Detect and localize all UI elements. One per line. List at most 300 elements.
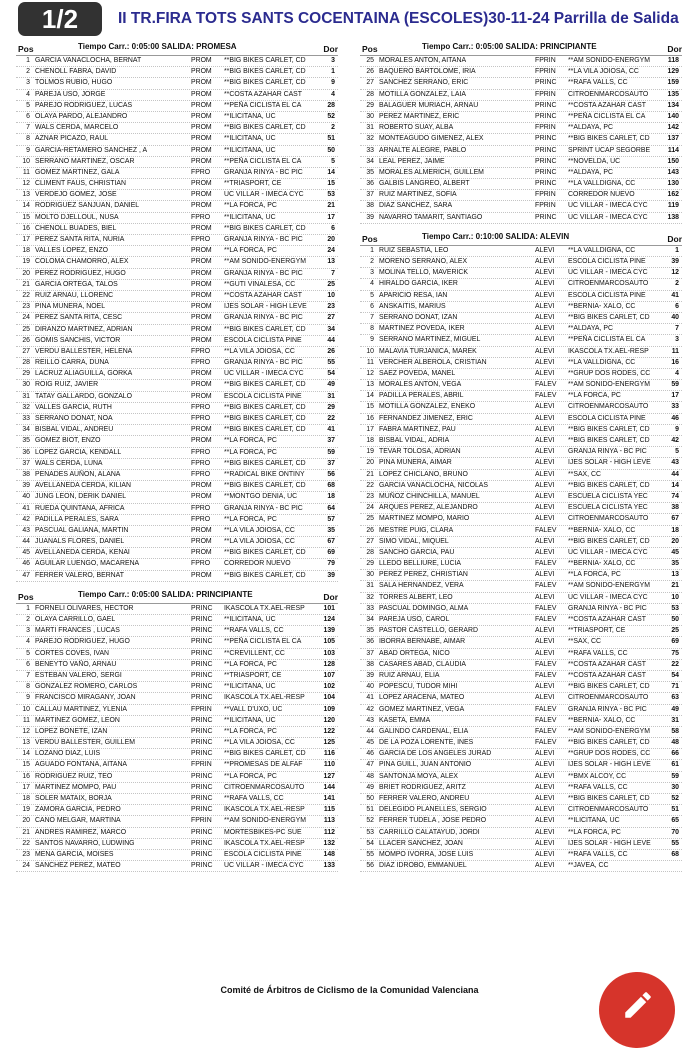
team: **TRIASPORT, CE [224,671,282,679]
group-header [16,589,338,603]
dorsal: 43 [671,459,679,467]
category: PRINC [191,750,213,758]
table-row [360,660,682,671]
rider-name: KASETA, EMMA [379,716,431,724]
start-group [360,41,682,224]
grid-position: 56 [366,862,374,870]
team: **TRIASPORT, CE [224,180,282,188]
grid-position: 45 [366,739,374,747]
dorsal: 22 [671,660,679,668]
grid-position: 30 [22,381,30,389]
table-row [360,56,682,67]
dorsal: 119 [667,202,679,210]
team: **PEÑA CICLISTA EL CA [224,101,302,109]
grid-position: 29 [22,370,30,378]
table-row [16,515,338,526]
grid-position: 54 [366,839,374,847]
grid-position: 24 [22,862,30,870]
dorsal-column-label: Dor [323,44,338,54]
category: PROM [191,112,212,120]
table-row [16,112,338,123]
category: PROM [191,68,212,76]
grid-position: 34 [366,616,374,623]
dorsal: 38 [671,504,679,512]
category: PRINC [191,772,213,780]
table-row [360,514,682,525]
team: UC VILLAR - IMECA CYC [568,213,648,221]
rider-name: VERCHER ALBEROLA, CRISTIAN [379,358,487,366]
table-row [16,693,338,704]
category: PRINC [191,716,213,724]
dorsal: 7 [675,325,679,333]
category: FPRIN [191,817,212,825]
team: GRANJA RINYA - BC PIC [224,269,303,277]
grid-position: 8 [26,135,30,143]
dorsal: 24 [327,247,335,255]
category: FALEV [535,392,557,400]
grid-position: 36 [366,180,374,188]
dorsal: 13 [671,571,679,579]
rider-name: RUEDA QUINTANA, AFRICA [35,504,125,512]
rider-name: LEAL PEREZ, JAIME [379,157,445,165]
table-row [360,369,682,380]
table-row [360,78,682,89]
team: IJES SOLAR - HIGH LEVE [568,761,651,769]
table-row [16,414,338,425]
dorsal: 39 [327,571,335,579]
team: **COSTA AZAHAR CAST [568,101,646,109]
category: FALEV [535,582,557,590]
table-row [360,458,682,469]
rider-name: VERDU BALLESTER, GUILLEM [35,739,135,747]
table-row [360,157,682,168]
dorsal: 68 [327,482,335,490]
category: PROM [191,79,212,87]
dorsal: 138 [667,213,679,221]
grid-position: 30 [366,112,374,120]
category: FPRO [191,459,211,467]
dorsal: 65 [671,817,679,825]
rider-name: VERDU BALLESTER, HELENA [35,347,133,355]
rider-name: TEVAR TOLOSA, ADRIAN [379,448,461,456]
table-row [16,504,338,515]
dorsal-column-label: Dor [667,44,682,54]
dorsal: 51 [671,806,679,814]
rider-name: TOLMOS RUBIO, HUGO [35,79,113,87]
dorsal: 75 [671,649,679,657]
rider-name: CORTES COVES, IVAN [35,649,110,657]
team: **AM SONIDO-ENERGYM [224,817,306,825]
category: ALEVI [535,459,555,467]
dorsal: 54 [327,370,335,378]
rider-name: PASTOR CASTELLO, GERARD [379,627,478,635]
grid-position: 36 [366,638,374,646]
category: FPRIN [535,124,556,132]
category: PRINC [191,727,213,735]
dorsal: 6 [331,224,335,232]
dorsal: 67 [327,538,335,546]
category: PROM [191,437,212,445]
table-row [360,626,682,637]
table-row [16,571,338,582]
rider-name: SERRANO DONAT, NOA [35,415,113,422]
table-row [360,436,682,447]
category: FPRO [191,448,211,456]
rider-name: RUIZ SEBASTIA, LEO [379,246,449,254]
team: **BIG BIKES CARLET, CD [224,750,306,758]
team: **AM SONIDO-ENERGYM [568,57,650,64]
table-row [360,503,682,514]
dorsal: 141 [323,795,335,802]
dorsal: 133 [323,862,335,870]
grid-position: 25 [22,325,30,333]
rider-name: GALBIS LANGREO, ALBERT [379,180,470,188]
grid-position: 5 [26,101,30,109]
dorsal: 12 [671,269,679,277]
rider-name: PADILLA PERALES, SARA [35,515,119,523]
category: FPRO [191,347,211,355]
group-start-info: Tiempo Carr.: 0:10:00 SALIDA: ALEVIN [422,231,570,241]
category: ALEVI [535,850,555,858]
team: **BIG BIKES CARLET, CD [224,224,306,232]
rider-name: SANCHO GARCIA, PAU [379,548,455,556]
grid-position: 41 [22,504,30,512]
team: IKASCOLA TX.AEL-RESP [224,604,305,612]
pos-column-label: Pos [362,44,378,54]
category: PRINC [191,783,213,791]
dorsal: 101 [323,604,335,612]
grid-position: 39 [22,482,30,490]
table-row [16,403,338,414]
category: ALEVI [535,414,555,422]
table-row [16,738,338,749]
category: FALEV [535,671,557,679]
category: ALEVI [535,481,555,489]
grid-position: 7 [370,313,374,321]
dorsal: 144 [323,783,335,791]
team: IKASCOLA TX.AEL-RESP [224,806,305,814]
rider-name: LOPEZ BONETE, IZAN [35,727,108,735]
grid-position: 26 [366,526,374,534]
category: PRINC [535,112,557,120]
rider-name: AGUILAR LUENGO, MACARENA [35,560,140,568]
rider-name: PADILLA PERALES, ABRIL [379,392,464,400]
category: ALEVI [535,504,555,512]
grid-position: 5 [370,291,374,299]
dorsal: 68 [671,850,679,858]
rider-name: LOPEZ CHICLANO, BRUNO [379,470,468,478]
grid-position: 16 [22,224,30,232]
rider-name: PAREJA USO, CAROL [379,616,450,623]
rider-name: PEREZ RODRIGUEZ, HUGO [35,269,126,277]
dorsal: 56 [327,470,335,478]
grid-position: 37 [366,191,374,199]
table-row [16,425,338,436]
dorsal: 139 [323,627,335,635]
grid-position: 32 [366,135,374,143]
dorsal: 5 [675,448,679,456]
team: CITROENMARCOSAUTO [568,280,649,288]
category: FPRIN [191,705,212,713]
team: UC VILLAR - IMECA CYC [224,370,304,378]
dorsal: 55 [671,839,679,847]
category: FPRO [191,504,211,512]
rider-name: MORALES ANTON, AITANA [379,57,467,64]
rider-name: MORALES ALMERICH, GUILLEM [379,168,484,176]
dorsal: 48 [671,739,679,747]
rider-name: ROIG RUIZ, JAVIER [35,381,99,389]
dorsal: 21 [671,582,679,590]
table-row [16,783,338,794]
category: PRINC [191,616,213,623]
category: ALEVI [535,817,555,825]
grid-position: 20 [22,269,30,277]
category: FPRO [191,470,211,478]
grid-position: 25 [366,57,374,64]
rider-name: SERRANO MARTINEZ, OSCAR [35,157,135,165]
rider-name: LLEDO BELLIURE, LUCIA [379,560,461,568]
grid-position: 41 [366,694,374,702]
team: **COSTA AZAHAR CAST [568,616,646,623]
team: **BIG BIKES CARLET, CD [224,459,306,467]
category: PROM [191,146,212,154]
table-row [16,559,338,570]
dorsal: 21 [327,202,335,210]
dorsal: 44 [327,336,335,344]
rider-name: MARTINEZ GOMEZ, LEON [35,716,120,724]
table-row [360,134,682,145]
rider-name: CHENOLL FABRA, DAVID [35,68,117,76]
category: PROM [191,224,212,232]
category: ALEVI [535,448,555,456]
pos-column-label: Pos [18,591,34,602]
dorsal: 125 [323,739,335,747]
category: ALEVI [535,806,555,814]
grid-position: 44 [22,538,30,546]
category: PROM [191,303,212,311]
grid-position: 22 [22,291,30,299]
team: **BERNIA- XALO, CC [568,526,636,534]
rider-name: ARQUES PEREZ, ALEJANDRO [379,504,478,512]
dorsal: 52 [327,112,335,120]
rider-name: PEREZ SANTA RITA, NURIA [35,236,125,243]
dorsal: 14 [327,168,335,176]
table-row [360,615,682,626]
rider-name: IBORRA BERNABE, AIMAR [379,638,466,646]
grid-position: 55 [366,850,374,858]
dorsal: 39 [671,258,679,265]
grid-position: 2 [26,68,30,76]
table-row [360,470,682,481]
table-row [360,112,682,123]
rider-name: AGUADO FONTANA, AITANA [35,761,128,769]
dorsal: 20 [671,537,679,545]
group-start-info: Tiempo Carr.: 0:05:00 SALIDA: PRINCIPIANTE [78,589,253,599]
table-row [360,168,682,179]
table-row [16,313,338,324]
dorsal: 69 [327,549,335,557]
category: ALEVI [535,403,555,411]
category: PRINC [535,101,557,109]
rider-name: MOMPO IVORRA, JOSE LUIS [379,850,474,858]
dorsal: 118 [667,57,679,64]
grid-position: 22 [366,481,374,489]
rider-name: CASARES ABAD, CLAUDIA [379,660,466,668]
dorsal: 150 [667,157,679,165]
category: FPRIN [535,202,556,210]
category: ALEVI [535,683,555,691]
dorsal: 135 [667,90,679,98]
table-row [360,291,682,302]
dorsal: 4 [675,369,679,377]
table-row [360,861,682,872]
dorsal: 13 [327,258,335,266]
grid-position: 44 [366,727,374,735]
group-start-info: Tiempo Carr.: 0:05:00 SALIDA: PRINCIPIANTE [422,42,597,51]
team: **ALDAYA, PC [568,168,613,176]
rider-name: GOMIS SANCHIS, VICTOR [35,336,121,344]
team: IKASCOLA TX.AEL-RESP [224,694,305,702]
category: ALEVI [535,313,555,321]
grid-position: 10 [22,705,30,713]
dorsal: 6 [675,302,679,310]
team: **ALDAYA, PC [568,325,613,333]
table-row [16,291,338,302]
team: **ILICITANA, UC [224,213,276,221]
grid-position: 29 [366,101,374,109]
team: **BIG BIKES CARLET, CD [568,437,650,444]
team: **JAVEA, CC [568,862,609,870]
dorsal: 130 [667,180,679,188]
team: **GRUP DOS RODES, CC [568,750,651,758]
grid-position: 6 [26,112,30,120]
dorsal: 17 [327,213,335,221]
grid-position: 34 [22,426,30,434]
dorsal: 1 [331,68,335,76]
rider-name: SANTONJA MOYA, ALEX [379,772,459,780]
category: ALEVI [535,638,555,646]
team: **LA VALLDIGNA, CC [568,358,636,366]
dorsal: 148 [323,850,335,858]
team: **RADICAL BIKE ONTINY [224,470,305,478]
rider-name: ABAD ORTEGA, NICO [379,649,450,657]
dorsal: 25 [327,280,335,288]
team: **PEÑA CICLISTA EL CA [224,638,302,646]
category: PROM [191,426,212,434]
team: CITROENMARCOSAUTO [568,694,649,702]
grid-position: 23 [22,303,30,311]
team: **ILICITANA, UC [224,146,276,154]
rider-name: BENEYTO VAÑO, ARNAU [35,660,117,668]
team: **CREVILLENT, CC [224,649,285,657]
rider-name: GARCIA VANACLOCHA, BERNAT [35,57,142,64]
category: PROM [191,526,212,534]
table-row [360,391,682,402]
grid-position: 40 [366,683,374,691]
team: **COSTA AZAHAR CAST [568,660,646,668]
table-row [16,626,338,637]
team: **AM SONIDO-ENERGYM [568,727,650,735]
dorsal: 109 [323,705,335,713]
category: ALEVI [535,571,555,579]
table-row [16,772,338,783]
category: PROM [191,325,212,333]
category: PROM [191,90,212,98]
rider-name: APARICIO RESA, IAN [379,291,448,299]
dorsal: 70 [671,828,679,836]
category: PRINC [191,604,213,612]
team: MORTESBIKES-PC SUE [224,828,302,836]
table-row [16,280,338,291]
start-group [16,41,338,582]
grid-position: 27 [22,347,30,355]
dorsal: 140 [667,112,679,120]
team: CITROENMARCOSAUTO [224,783,305,791]
dorsal: 31 [671,716,679,724]
team: **LA FORCA, PC [224,437,277,445]
category: PRINC [535,135,557,143]
team: **COSTA AZAHAR CAST [224,90,302,98]
grid-position: 3 [26,79,30,87]
table-row [360,335,682,346]
dorsal: 4 [331,90,335,98]
dorsal: 142 [667,124,679,132]
dorsal: 61 [671,761,679,769]
team: **BIG BIKES CARLET, CD [224,381,306,389]
rider-name: GOMEZ MARTINEZ, GALA [35,168,120,176]
grid-position: 9 [26,146,30,154]
table-row [360,190,682,201]
rider-name: PEREZ PEREZ, CHRISTIAN [379,571,468,579]
dorsal: 120 [323,716,335,724]
table-row [16,459,338,470]
category: PRINC [191,739,213,747]
grid-position: 17 [22,236,30,243]
team: **RAFA VALLS, CC [224,795,284,802]
table-row [360,101,682,112]
table-row [360,570,682,581]
team: **ILICITANA, UC [224,716,276,724]
table-row [16,448,338,459]
category: ALEVI [535,839,555,847]
dorsal: 25 [671,627,679,635]
rider-name: MARTI FRANCES , LUCAS [35,627,120,635]
table-row [16,548,338,559]
grid-position: 1 [26,57,30,64]
category: FPRIN [535,57,556,64]
dorsal: 59 [671,381,679,389]
dorsal: 49 [327,381,335,389]
grid-position: 15 [22,761,30,769]
dorsal: 132 [323,839,335,847]
table-row [360,581,682,592]
category: ALEVI [535,828,555,836]
rider-name: GARCIA DE LOS ANGELES JURAD [379,750,492,758]
team: ESCOLA CICLISTA PINE [224,392,302,400]
category: FPRO [191,359,211,367]
grid-position: 19 [22,806,30,814]
team: **VALL D'UXO, UC [224,705,283,713]
team: CITROENMARCOSAUTO [568,515,649,523]
grid-position: 9 [26,694,30,702]
grid-position: 12 [22,180,30,188]
table-row [16,347,338,358]
edit-button[interactable] [599,972,675,1048]
rider-name: FERRER VALERO, ANDREU [379,795,470,802]
dorsal: 40 [671,313,679,321]
table-row [360,246,682,257]
team: SPRINT UCAP SEGORBE [568,146,651,154]
